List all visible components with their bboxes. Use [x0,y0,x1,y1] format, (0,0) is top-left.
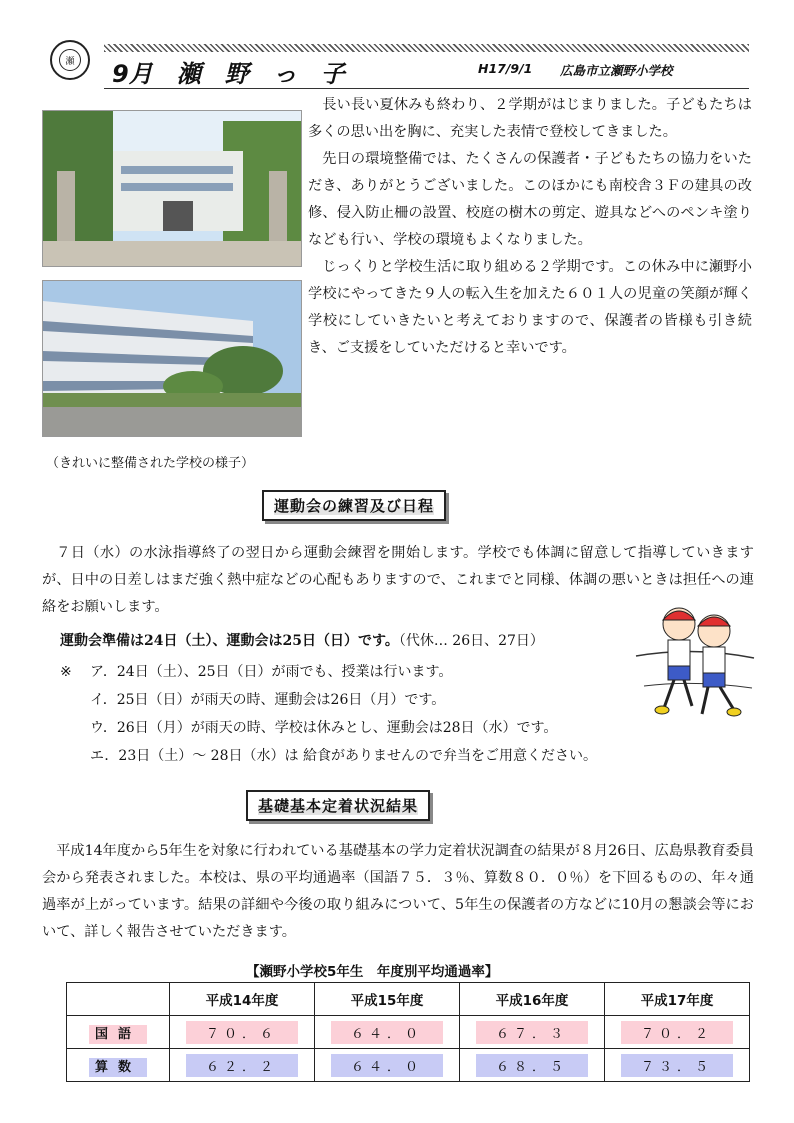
value-japanese-h14: ７０．６ [186,1021,298,1044]
table-header-row [67,983,750,1016]
intro-paragraph-3: じっくりと学校生活に取り組める２学期です。この休み中に瀬野小学校にやってきた９人の転入生を加えた６０１人の児童の笑顔が輝く学校にしていきたいと考えておりますので、保護者の皆様も引き続き、ご支援をしていただけると幸いです。 [308,259,752,356]
value-math-h15: ６４．０ [331,1054,443,1077]
schedule-substitute-holidays: （代休… 26日、27日） [398,633,544,649]
table-cell [605,1016,750,1049]
table-column-header: 平成14年度 [170,983,315,1016]
table-row-math [67,1049,750,1082]
achievement-text [42,838,754,946]
school-gate-photo [42,110,302,267]
value-japanese-h16: ６７．３ [476,1021,588,1044]
schedule-main: 運動会準備は24日（土）、運動会は25日（日）です。 [60,633,399,649]
value-math-h17: ７３．５ [621,1054,733,1077]
intro-paragraph-1: 長い長い夏休みも終わり、２学期がはじまりました。子どもたちは多くの思い出を胸に、充実した表情で登校してきました。 [308,97,752,140]
sports-day-heading-text: 運動会の練習及び日程 [274,497,435,515]
school-logo-text: 瀬 [59,49,81,71]
table-corner-cell [67,983,170,1016]
table-cell [170,1049,315,1082]
schedule-note-a: ア．24日（土）、25日（日）が雨でも、授業は行います。 [90,664,453,680]
sports-day-heading [262,490,446,521]
note-mark: ※ [60,664,72,680]
achievement-paragraph: 平成14年度から5年生を対象に行われている基礎基本の学力定着状況調査の結果が８月26日、広島県教育委員会から発表されました。本校は、県の平均通過率（国語７５．３％、算数８０．０％）を下回るものの、年々通過率が上がっています。結果の詳細や今後の取り組みについて、5年生の保護者の方などに10月の懇談会等において、詳しく報告させていただきます。 [42,843,754,940]
achievement-heading [246,790,430,821]
schedule-note-b: イ．25日（日）が雨天の時、運動会は26日（月）です。 [90,692,446,708]
intro-paragraph-2: 先日の環境整備では、たくさんの保護者・子どもたちの協力をいただき、ありがとうございました。このほかにも南校舎３Ｆの建具の改修、侵入防止柵の設置、校庭の樹木の剪定、遊具などへのペンキ塗りなども行い、学校の環境もよくなりました。 [308,151,752,248]
row-label-math: 算数 [89,1058,147,1077]
sports-day-schedule [60,630,544,650]
table-column-header: 平成17年度 [605,983,750,1016]
table-cell [460,1016,605,1049]
photo-caption: （きれいに整備された学校の様子） [46,456,255,471]
table-cell [170,1016,315,1049]
newsletter-title: 9月 瀬 野 っ 子 [112,60,345,88]
table-column-header: 平成15年度 [315,983,460,1016]
header-top-border [104,44,749,52]
value-math-h16: ６８．５ [476,1054,588,1077]
school-logo [50,40,90,80]
row-label-cell [67,1049,170,1082]
schedule-notes-list [90,658,650,770]
table-cell [605,1049,750,1082]
intro-text [308,92,752,362]
table-cell [315,1016,460,1049]
value-math-h14: ６２．２ [186,1054,298,1077]
school-building-photo [42,280,302,437]
table-cell [315,1049,460,1082]
table-column-header: 平成16年度 [460,983,605,1016]
pass-rate-table [66,982,750,1082]
header-bottom-rule [104,88,749,89]
achievement-heading-text: 基礎基本定着状況結果 [258,797,419,815]
schedule-note-d: エ．23日（土）～ 28日（水）は 給食がありませんので弁当をご用意ください。 [90,748,597,764]
issue-date: H17/9/1 [478,61,533,76]
row-label-japanese: 国語 [89,1025,147,1044]
running-children-illustration [634,596,756,726]
row-label-cell [67,1016,170,1049]
table-row-japanese [67,1016,750,1049]
table-title: 【瀬野小学校5年生 年度別平均通過率】 [246,964,499,980]
value-japanese-h15: ６４．０ [331,1021,443,1044]
table-cell [460,1049,605,1082]
schedule-note-c: ウ．26日（月）が雨天の時、学校は休みとし、運動会は28日（水）です。 [90,720,558,736]
sports-day-paragraph: ７日（水）の水泳指導終了の翌日から運動会練習を開始します。学校でも体調に留意して指導していきますが、日中の日差しはまだ強く熱中症などの心配もありますので、これまでと同様、体調の悪いときは担任への連絡をお願いします。 [42,545,754,615]
value-japanese-h17: ７０．２ [621,1021,733,1044]
school-name: 広島市立瀬野小学校 [560,63,673,78]
